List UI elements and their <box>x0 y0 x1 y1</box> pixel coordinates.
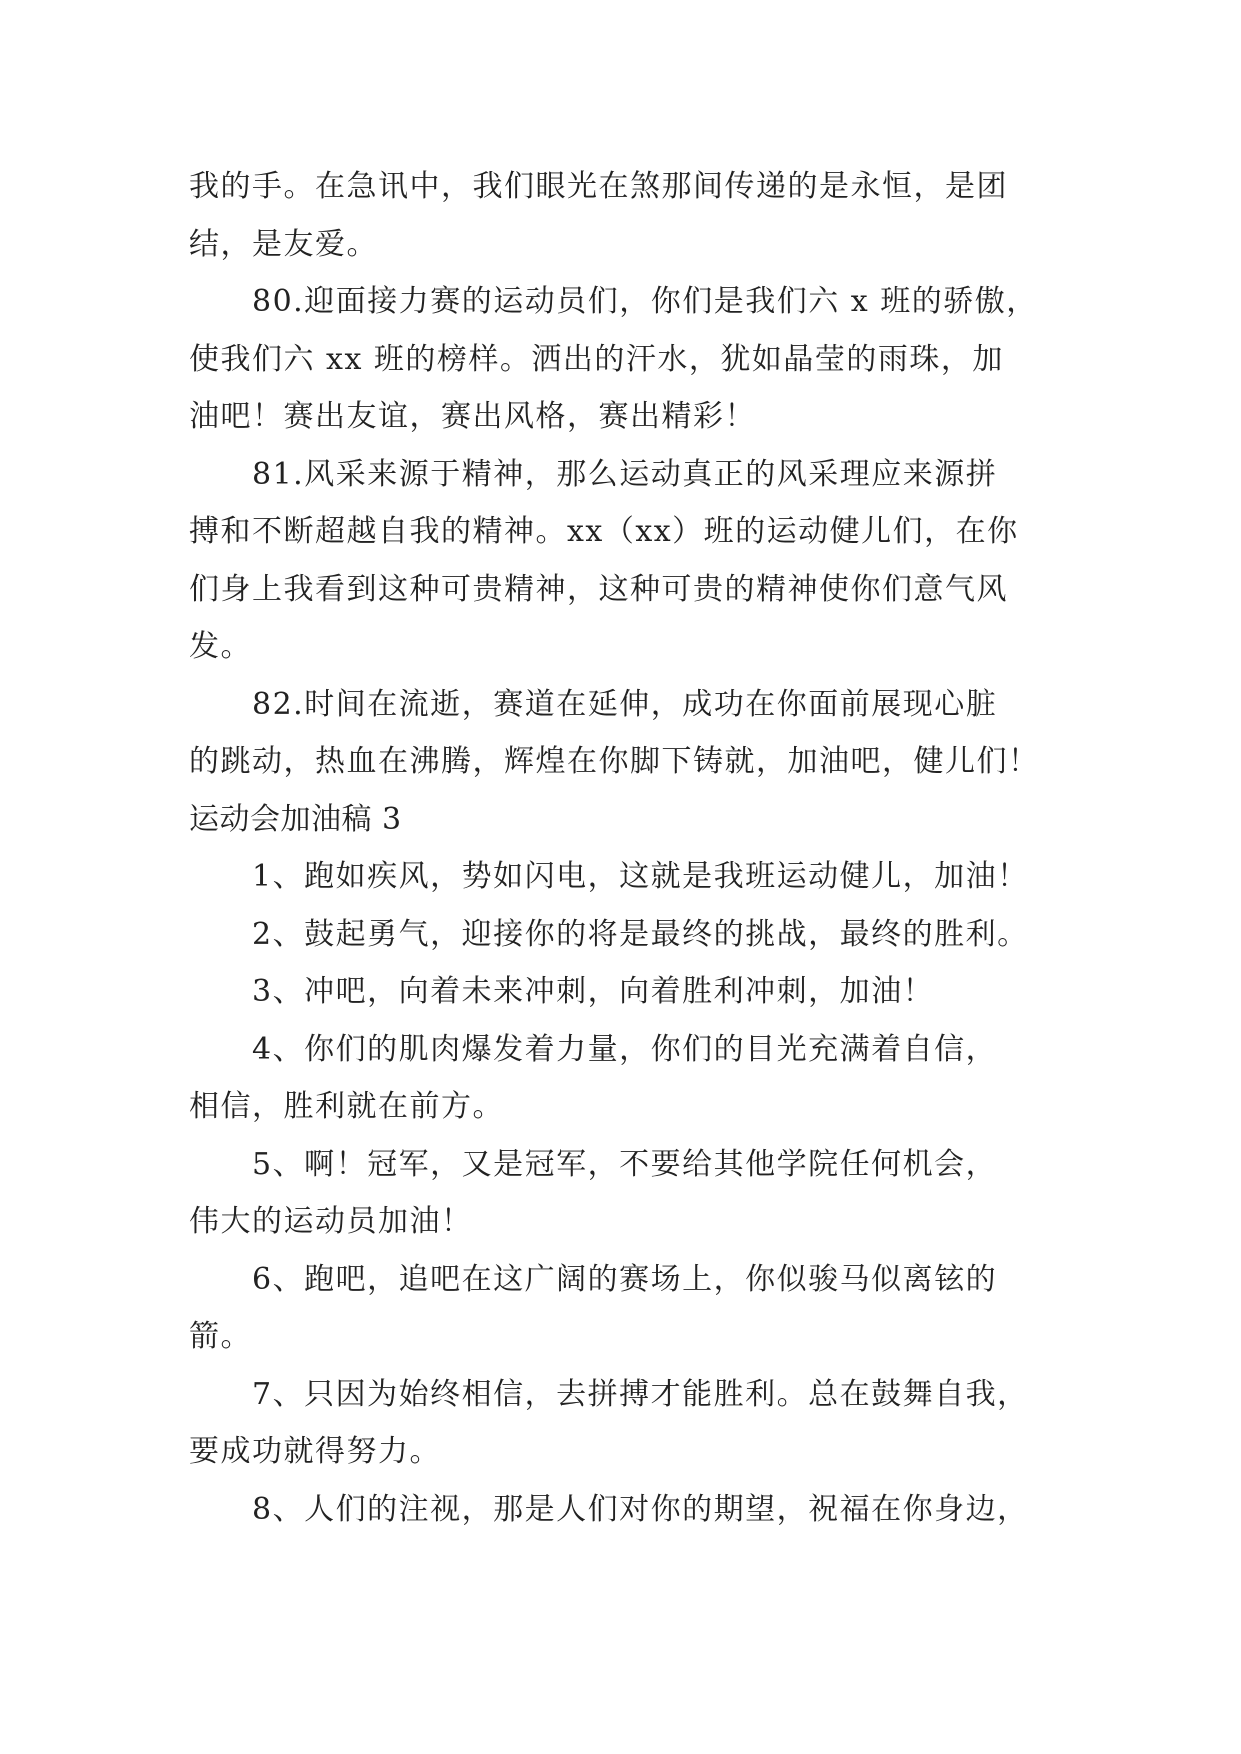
text-line: 发。 <box>189 629 252 664</box>
text-line: 2、鼓起勇气，迎接你的将是最终的挑战，最终的胜利。 <box>189 916 1029 952</box>
text-line: 的跳动，热血在沸腾，辉煌在你脚下铸就，加油吧，健儿们！ <box>189 744 1040 779</box>
text-line: 箭。 <box>189 1319 252 1354</box>
text-line: 80.迎面接力赛的运动员们，你们是我们六 x 班的骄傲， <box>189 284 1038 319</box>
document-body <box>189 158 1069 1538</box>
text-line: 3、冲吧，向着未来冲刺，向着胜利冲刺，加油！ <box>189 974 935 1009</box>
text-line: 要成功就得努力。 <box>189 1434 441 1469</box>
text-line: 7、只因为始终相信，去拼搏才能胜利。总在鼓舞自我， <box>189 1376 1029 1412</box>
text-line: 1、跑如疾风，势如闪电，这就是我班运动健儿，加油！ <box>189 859 1029 894</box>
text-line: 使我们六 xx 班的榜样。洒出的汗水，犹如晶莹的雨珠，加 <box>189 341 1004 377</box>
text-line: 们身上我看到这种可贵精神，这种可贵的精神使你们意气风 <box>189 571 1008 607</box>
text-line: 油吧！赛出友谊，赛出风格，赛出精彩！ <box>189 399 756 434</box>
text-line: 伟大的运动员加油！ <box>189 1204 473 1239</box>
text-line: 我的手。在急讯中，我们眼光在煞那间传递的是永恒，是团 <box>189 169 1008 204</box>
text-line: 82.时间在流逝，赛道在延伸，成功在你面前展现心脏 <box>189 686 998 722</box>
section-heading: 运动会加油稿 3 <box>189 801 402 837</box>
text-line: 6、跑吧，追吧在这广阔的赛场上，你似骏马似离铉的 <box>189 1261 998 1297</box>
text-line: 5、啊！冠军，又是冠军，不要给其他学院任何机会， <box>189 1146 998 1182</box>
text-line: 结，是友爱。 <box>189 226 378 262</box>
text-line: 搏和不断超越自我的精神。xx（xx）班的运动健儿们，在你 <box>189 514 1019 549</box>
text-line: 相信，胜利就在前方。 <box>189 1089 504 1124</box>
text-line: 4、你们的肌肉爆发着力量，你们的目光充满着自信， <box>189 1031 998 1067</box>
text-line: 8、人们的注视，那是人们对你的期望，祝福在你身边， <box>189 1491 1029 1527</box>
text-line: 81.风采来源于精神，那么运动真正的风采理应来源拼 <box>189 456 998 492</box>
